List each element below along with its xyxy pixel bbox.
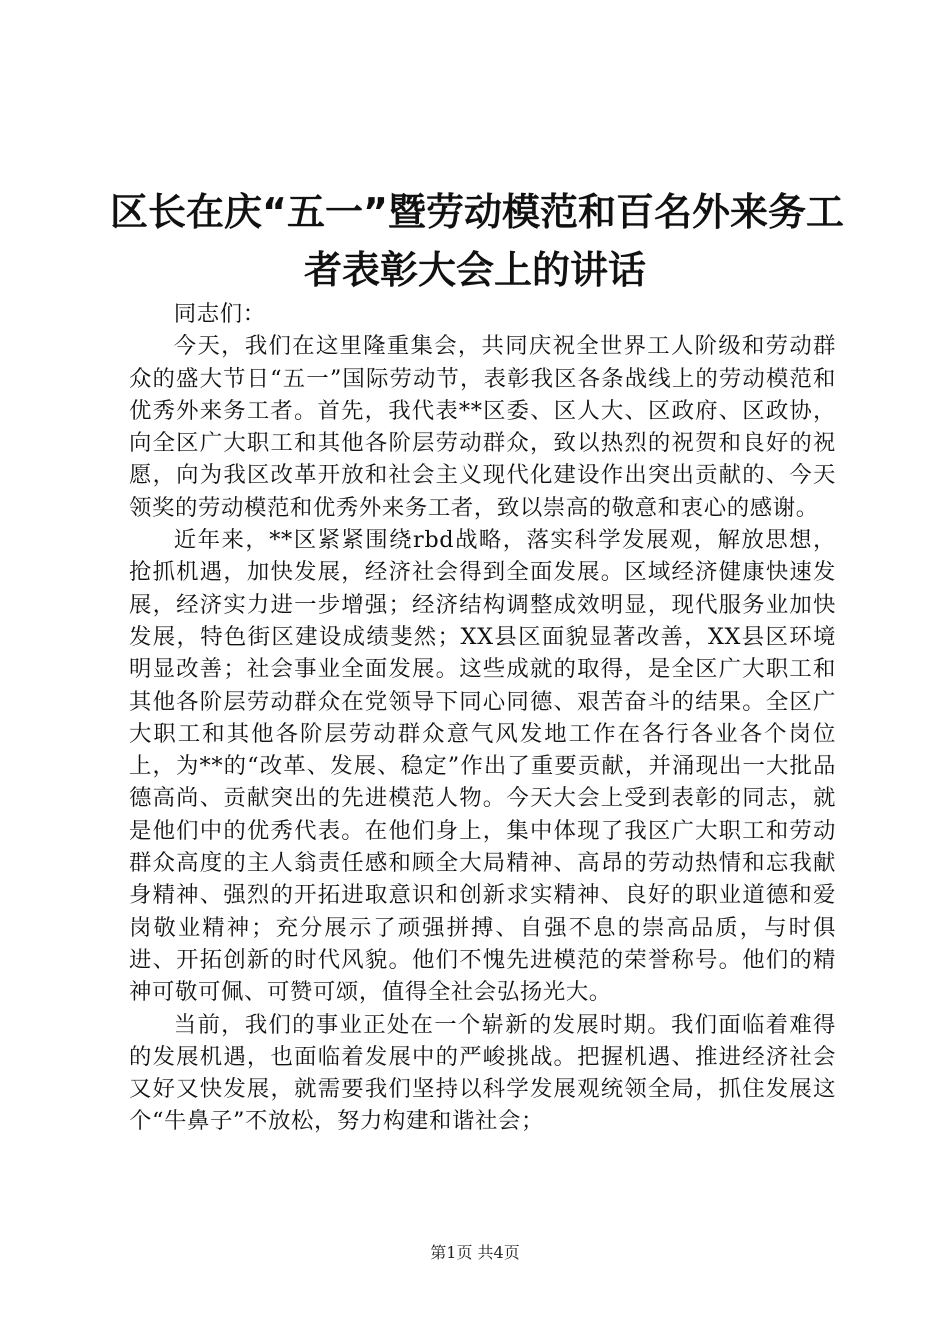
page-number-footer: 第1页 共4页 [430,1243,520,1262]
document-title-line-1: 区长在庆“五一”暨劳动模范和百名外来务工 [110,190,844,234]
salutation: 同志们： [173,301,266,327]
document-title-line-2: 者表彰大会上的讲话 [303,248,646,292]
document-body [129,298,836,1138]
paragraph-1: 今天，我们在这里隆重集会，共同庆祝全世界工人阶级和劳动群众的盛大节日“五一”国际劳动节，表彰我区各条战线上的劳动模范和优秀外来务工者。首先，我代表**区委、区人大、区政府、区政协，向全区广大职工和其他各阶层劳动群众，致以热烈的祝贺和良好的祝愿，向为我区改革开放和社会主义现代化建设作出突出贡献的、今天领奖的劳动模范和优秀外来务工者，致以崇高的敬意和衷心的感谢。 [129,333,836,521]
paragraph-3: 当前，我们的事业正处在一个崭新的发展时期。我们面临着难得的发展机遇，也面临着发展中的严峻挑战。把握机遇、推进经济社会又好又快发展，就需要我们坚持以科学发展观统领全局，抓住发展这个“牛鼻子”不放松，努力构建和谐社会； [129,1011,836,1135]
paragraph-2: 近年来，**区紧紧围绕rbd战略，落实科学发展观，解放思想，抢抓机遇，加快发展，经济社会得到全面发展。区域经济健康快速发展，经济实力进一步增强；经济结构调整成效明显，现代服务业加快发展，特色街区建设成绩斐然；XX县区面貌显著改善，XX县区环境明显改善；社会事业全面发展。这些成就的取得，是全区广大职工和其他各阶层劳动群众在党领导下同心同德、艰苦奋斗的结果。全区广大职工和其他各阶层劳动群众意气风发地工作在各行各业各个岗位上，为**的“改革、发展、稳定”作出了重要贡献，并涌现出一大批品德高尚、贡献突出的先进模范人物。今天大会上受到表彰的同志，就是他们中的优秀代表。在他们身上，集中体现了我区广大职工和劳动群众高度的主人翁责任感和顾全大局精神、高昂的劳动热情和忘我献身精神、强烈的开拓进取意识和创新求实精神、良好的职业道德和爱岗敬业精神；充分展示了顽强拼搏、自强不息的崇高品质，与时俱进、开拓创新的时代风貌。他们不愧先进模范的荣誉称号。他们的精神可敬可佩、可赞可颂，值得全社会弘扬光大。 [129,527,836,1006]
